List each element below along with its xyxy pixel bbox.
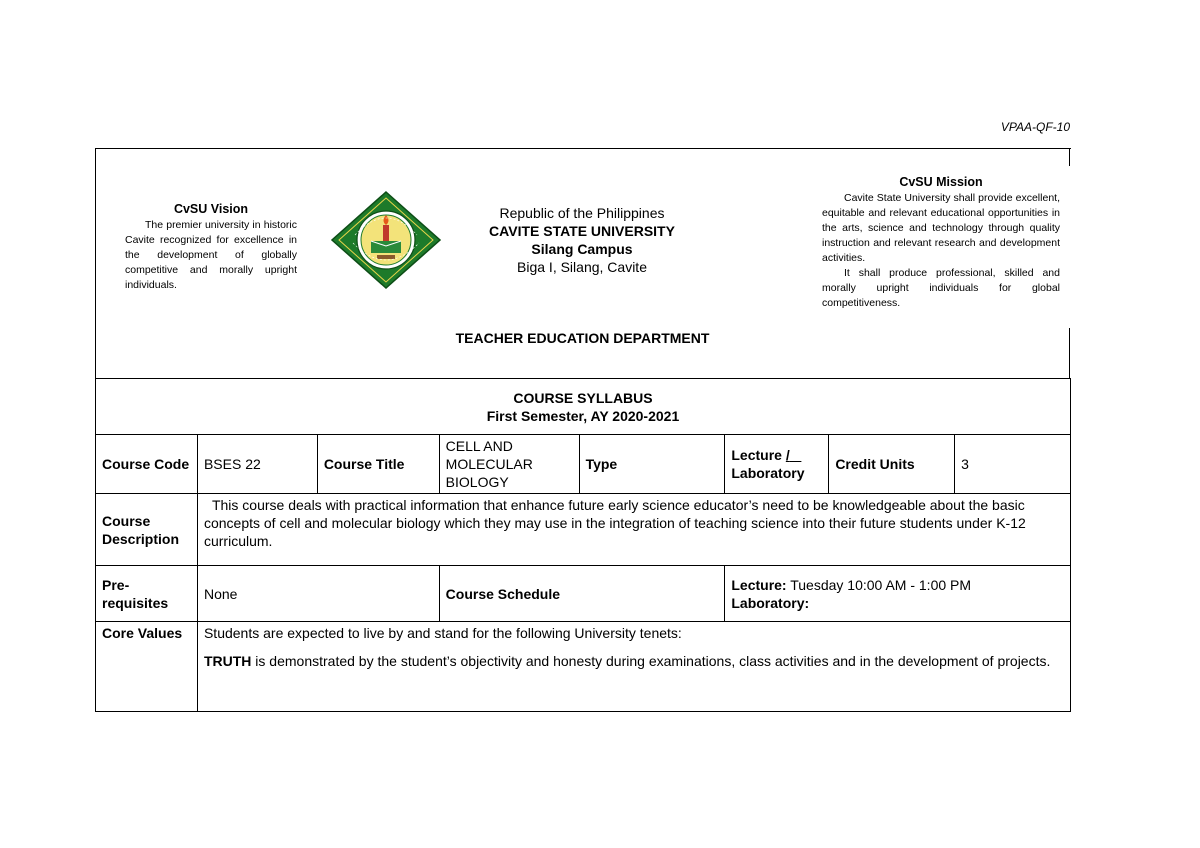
course-description: This course deals with practical information that enhance future early science educator’s need to be knowledgeable about the basic concepts of cell and molecular biology which they may use in the integration of teaching science into their future students under K-12 curriculum.	[197, 494, 1070, 566]
course-description-label: Course Description	[96, 494, 198, 566]
truth-label: TRUTH	[203, 653, 252, 669]
schedule-laboratory-label: Laboratory:	[731, 594, 810, 611]
type-value	[725, 435, 829, 494]
course-schedule	[725, 566, 1071, 622]
core-values-intro: Students are expected to live by and stand for the following University tenets:	[203, 625, 682, 641]
core-values-label: Core Values	[96, 622, 198, 712]
campus-address: Biga I, Silang, Cavite	[517, 259, 647, 275]
syllabus-title-cell	[96, 379, 1071, 435]
type-label: Type	[579, 435, 725, 494]
credit-units: 3	[955, 435, 1071, 494]
prerequisites-label: Pre-requisites	[96, 566, 198, 622]
vision-text: The premier university in historic Cavite recognized for excellence in the development of globally competitive and morally upright individuals.	[125, 219, 297, 291]
mission-block	[822, 175, 1060, 311]
course-code-label: Course Code	[96, 435, 198, 494]
header-border-segment	[1069, 148, 1070, 166]
course-code: BSES 22	[197, 435, 317, 494]
syllabus-table	[95, 378, 1071, 712]
vision-block	[125, 202, 297, 293]
mission-title: CvSU Mission	[899, 175, 983, 189]
university-seal-logo	[331, 191, 441, 289]
core-values	[197, 622, 1070, 712]
schedule-lecture: Tuesday 10:00 AM - 1:00 PM	[790, 576, 972, 593]
core-values-row	[96, 622, 1071, 712]
syllabus-title-row	[96, 379, 1071, 435]
course-title: CELL AND MOLECULAR BIOLOGY	[439, 435, 579, 494]
university-heading	[452, 204, 712, 276]
syllabus-title: COURSE SYLLABUS	[513, 389, 653, 406]
course-info-row	[96, 435, 1071, 494]
prerequisites-row	[96, 566, 1071, 622]
mission-text-1: Cavite State University shall provide excellent, equitable and relevant educational opportunities in the arts, science and technology through quality instruction and relevant research and development activities.	[822, 192, 1060, 264]
truth-text: is demonstrated by the student’s objectivity and honesty during examinations, class activities and in the development of projects.	[255, 653, 1051, 669]
truth-tenet	[204, 652, 1064, 670]
type-lecture: Lecture /	[731, 447, 790, 463]
university-name: CAVITE STATE UNIVERSITY	[489, 223, 675, 239]
republic-line: Republic of the Philippines	[499, 205, 665, 221]
campus-name: Silang Campus	[531, 241, 633, 257]
prerequisites: None	[197, 566, 439, 622]
course-title-label: Course Title	[317, 435, 439, 494]
department-title: TEACHER EDUCATION DEPARTMENT	[455, 330, 710, 346]
mission-text-2: It shall produce professional, skilled and morally upright individuals for global competitiveness.	[822, 267, 1060, 309]
schedule-lecture-label: Lecture:	[731, 576, 787, 593]
lecture-check-mark: /	[785, 447, 790, 463]
course-schedule-label: Course Schedule	[439, 566, 725, 622]
syllabus-semester: First Semester, AY 2020-2021	[486, 407, 680, 424]
credit-units-label: Credit Units	[829, 435, 955, 494]
form-code: VPAA-QF-10	[1000, 120, 1070, 134]
vision-title: CvSU Vision	[173, 202, 249, 216]
course-description-row	[96, 494, 1071, 566]
type-laboratory: Laboratory	[731, 465, 805, 481]
